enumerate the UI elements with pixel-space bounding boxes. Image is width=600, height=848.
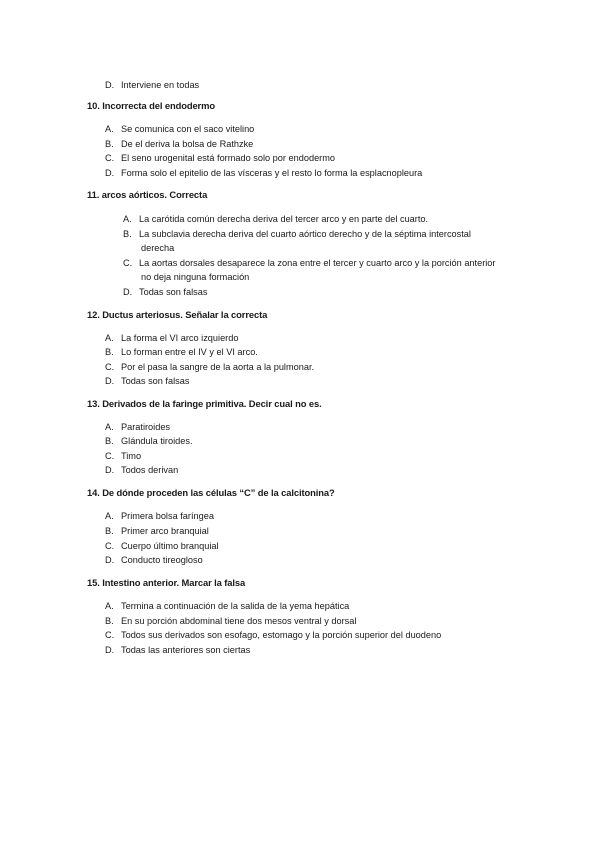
option-text-continuation: derecha: [141, 243, 175, 253]
list-item: [105, 600, 349, 612]
option-text: De el deriva la bolsa de Rathzke: [121, 139, 254, 149]
option-text: La forma el VI arco izquierdo: [121, 333, 239, 343]
option-text: La subclavia derecha deriva del cuarto aórtico derecho y de la séptima intercostal: [139, 229, 471, 239]
list-item: [123, 228, 471, 240]
list-item: [105, 629, 441, 641]
option-letter: D.: [123, 287, 133, 297]
list-item: [105, 152, 335, 164]
list-item: [123, 286, 207, 298]
option-letter: C.: [105, 541, 115, 551]
option-letter: D.: [105, 555, 115, 565]
option-letter: A.: [105, 422, 114, 432]
option-letter: A.: [123, 214, 132, 224]
option-letter: D.: [105, 80, 115, 90]
option-letter: C.: [105, 451, 115, 461]
option-text-continuation: no deja ninguna formación: [141, 272, 250, 282]
option-text: En su porción abdominal tiene dos mesos ventral y dorsal: [121, 616, 357, 626]
list-item: [123, 257, 495, 269]
option-text: Paratiroides: [121, 422, 171, 432]
option-text: Lo forman entre el IV y el VI arco.: [121, 347, 258, 357]
list-item: [105, 332, 238, 344]
option-text: Termina a continuación de la salida de la yema hepática: [121, 601, 350, 611]
list-item: [105, 644, 250, 656]
option-letter: A.: [105, 124, 114, 134]
list-item: [105, 510, 214, 522]
option-letter: D.: [105, 465, 115, 475]
list-item: [105, 540, 219, 552]
option-text: Todos derivan: [121, 465, 179, 475]
option-letter: D.: [105, 376, 115, 386]
option-text: Todas son falsas: [139, 287, 208, 297]
list-item: [105, 554, 203, 566]
list-item: [105, 167, 422, 179]
option-letter: B.: [105, 139, 114, 149]
list-item: [105, 464, 178, 476]
question-title: 10. Incorrecta del endodermo: [87, 100, 215, 111]
option-text: Por el pasa la sangre de la aorta a la pulmonar.: [121, 362, 315, 372]
option-text: Glándula tiroides.: [121, 436, 193, 446]
option-letter: C.: [105, 362, 115, 372]
list-item: [105, 435, 193, 447]
list-item: [105, 123, 254, 135]
list-item: [105, 375, 189, 387]
option-letter: C.: [105, 153, 115, 163]
option-letter: B.: [105, 347, 114, 357]
option-text: Todas son falsas: [121, 376, 190, 386]
question-title: 11. arcos aórticos. Correcta: [87, 189, 208, 200]
list-item: [105, 525, 209, 537]
question-title: 14. De dónde proceden las células “C” de la calcitonina?: [87, 487, 335, 498]
option-text: Timo: [121, 451, 142, 461]
option-text: Forma solo el epitelio de las vísceras y el resto lo forma la esplacnopleura: [121, 168, 423, 178]
option-letter: A.: [105, 333, 114, 343]
option-letter: B.: [105, 436, 114, 446]
option-letter: B.: [105, 526, 114, 536]
list-item: [105, 615, 356, 627]
list-item: [105, 79, 199, 91]
option-letter: D.: [105, 168, 115, 178]
list-item: [105, 138, 253, 150]
list-item: [123, 213, 428, 225]
option-text: Primer arco branquial: [121, 526, 209, 536]
option-text: Todas las anteriores son ciertas: [121, 645, 251, 655]
option-letter: A.: [105, 511, 114, 521]
option-letter: C.: [123, 258, 133, 268]
option-letter: B.: [105, 616, 114, 626]
option-letter: A.: [105, 601, 114, 611]
list-item: [105, 450, 141, 462]
list-item: [105, 361, 314, 373]
option-letter: B.: [123, 229, 132, 239]
option-text: Todos sus derivados son esofago, estomago y la porción superior del duodeno: [121, 630, 442, 640]
option-text: Conducto tireogloso: [121, 555, 203, 565]
option-text: Se comunica con el saco vitelino: [121, 124, 255, 134]
option-text: Primera bolsa faríngea: [121, 511, 214, 521]
option-text: La carótida común derecha deriva del tercer arco y en parte del cuarto.: [139, 214, 429, 224]
question-title: 15. Intestino anterior. Marcar la falsa: [87, 577, 246, 588]
question-title: 13. Derivados de la faringe primitiva. Decir cual no es.: [87, 398, 322, 409]
option-text: El seno urogenital está formado solo por endodermo: [121, 153, 335, 163]
option-text: Interviene en todas: [121, 80, 200, 90]
list-item: [105, 421, 170, 433]
list-item: [105, 346, 258, 358]
option-text: La aortas dorsales desaparece la zona entre el tercer y cuarto arco y la porción anterior: [139, 258, 496, 268]
option-letter: D.: [105, 645, 115, 655]
option-letter: C.: [105, 630, 115, 640]
option-text: Cuerpo último branquial: [121, 541, 219, 551]
question-title: 12. Ductus arteriosus. Señalar la correcta: [87, 309, 268, 320]
